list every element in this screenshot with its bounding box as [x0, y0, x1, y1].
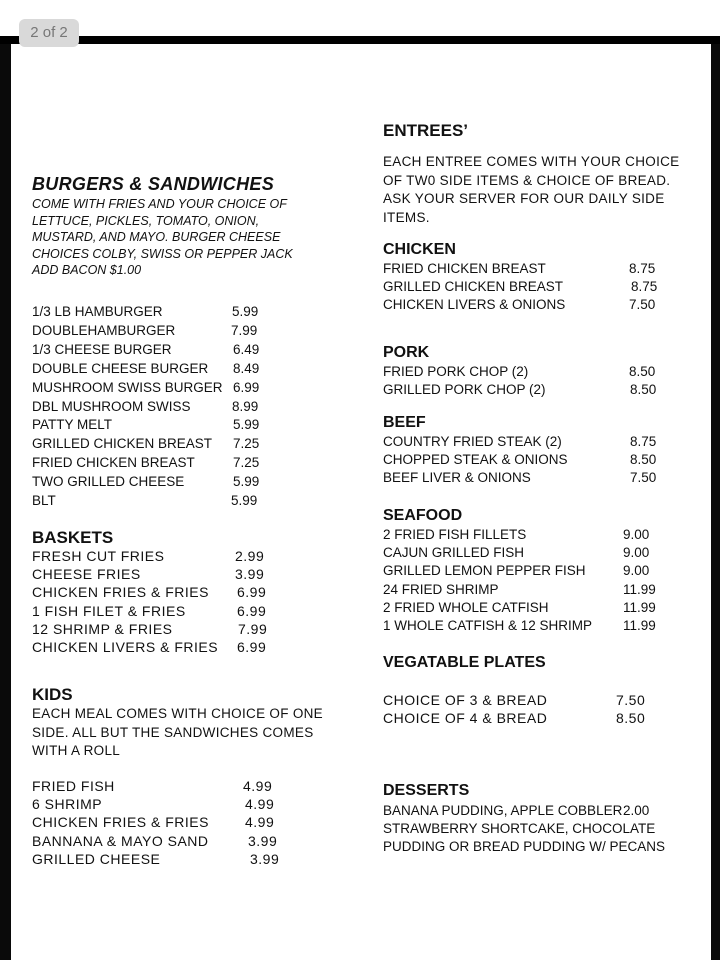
menu-item-price: 3.99 — [248, 832, 278, 849]
menu-item-price: 8.50 — [629, 364, 656, 379]
vegetable-plates-title: VEGATABLE PLATES — [383, 654, 546, 671]
desserts-title: DESSERTS — [383, 782, 470, 799]
pork-title: PORK — [383, 344, 430, 361]
chicken-title: CHICKEN — [383, 241, 456, 258]
desserts-line-3: PUDDING OR BREAD PUDDING W/ PECANS — [383, 839, 666, 854]
menu-item-name: CHEESE FRIES — [32, 566, 141, 583]
menu-item-price: 4.99 — [245, 796, 275, 813]
menu-item-price: 9.00 — [623, 563, 650, 579]
menu-item-name: 2 FRIED WHOLE CATFISH — [383, 599, 549, 615]
menu-item-price: 7.50 — [630, 470, 657, 486]
kids-description: EACH MEAL COMES WITH CHOICE OF ONE SIDE. ALL BUT THE SANDWICHES COMES WITH A ROLL — [32, 706, 323, 758]
menu-item-price: 5.99 — [231, 493, 258, 508]
menu-item-name: BANNANA & MAYO SAND — [32, 832, 209, 849]
menu-item-name: CHOPPED STEAK & ONIONS — [383, 452, 568, 468]
menu-item-name: CHICKEN FRIES & FRIES — [32, 814, 209, 831]
menu-item-price: 2.99 — [235, 548, 265, 564]
page-indicator[interactable]: 2 of 2 — [19, 19, 79, 47]
menu-item-price: 7.25 — [233, 436, 260, 452]
menu-item-name: 1/3 LB HAMBURGER — [32, 304, 163, 319]
menu-item-name: CHICKEN LIVERS & ONIONS — [383, 297, 566, 313]
menu-item-name: MUSHROOM SWISS BURGER — [32, 379, 223, 395]
menu-item-price: 9.00 — [623, 545, 650, 561]
menu-item-name: FRESH CUT FRIES — [32, 548, 165, 564]
menu-item-price: 7.50 — [616, 692, 646, 708]
menu-item-price: 5.99 — [233, 417, 260, 433]
entrees-description: EACH ENTREE COMES WITH YOUR CHOICE OF TW0 SIDE ITEMS & CHOICE OF BREAD. ASK YOUR SERVER FOR OUR DAILY SIDE ITEMS. — [383, 154, 680, 225]
menu-item-name: 2 FRIED FISH FILLETS — [383, 527, 527, 542]
menu-item-name: CHICKEN FRIES & FRIES — [32, 584, 209, 601]
menu-item-price: 7.99 — [231, 322, 258, 338]
kids-title: KIDS — [32, 685, 73, 704]
menu-item-price: 4.99 — [243, 778, 273, 794]
desserts-line-1-price: 2.00 — [623, 803, 650, 818]
menu-item-price: 7.25 — [233, 455, 260, 471]
menu-item-name: 1 WHOLE CATFISH & 12 SHRIMP — [383, 618, 593, 633]
menu-item-price: 8.75 — [630, 434, 657, 449]
menu-item-name: TWO GRILLED CHEESE — [32, 474, 185, 490]
menu-item-price: 8.50 — [616, 710, 646, 727]
menu-item-name: GRILLED CHEESE — [32, 850, 161, 867]
menu-item-name: DOUBLEHAMBURGER — [32, 322, 176, 338]
menu-item-name: FRIED CHICKEN BREAST — [383, 261, 546, 276]
entrees-title: ENTREES’ — [383, 121, 469, 140]
menu-item-name: CHICKEN LIVERS & FRIES — [32, 639, 219, 655]
menu-item-name: GRILLED CHICKEN BREAST — [383, 279, 564, 295]
beef-title: BEEF — [383, 414, 426, 431]
menu-item-name: COUNTRY FRIED STEAK (2) — [383, 434, 562, 449]
menu-item-name: BEEF LIVER & ONIONS — [383, 470, 531, 486]
menu-item-name: 1/3 CHEESE BURGER — [32, 341, 172, 357]
menu-item-price: 3.99 — [235, 566, 265, 583]
menu-item-name: FRIED FISH — [32, 778, 115, 794]
menu-item-name: FRIED PORK CHOP (2) — [383, 364, 529, 379]
menu-item-name: GRILLED PORK CHOP (2) — [383, 382, 546, 398]
menu-item-price: 11.99 — [623, 599, 656, 615]
menu-item-name: DOUBLE CHEESE BURGER — [32, 360, 209, 376]
burgers-title: BURGERS & SANDWICHES — [32, 174, 275, 194]
menu-item-price: 7.99 — [238, 620, 268, 637]
menu-item-name: PATTY MELT — [32, 417, 113, 433]
menu-item-price: 5.99 — [232, 304, 259, 319]
menu-item-name: 12 SHRIMP & FRIES — [32, 620, 173, 637]
menu-item-name: DBL MUSHROOM SWISS — [32, 398, 191, 414]
menu-item-price: 11.99 — [623, 581, 656, 597]
viewer-top-bar — [0, 36, 720, 44]
viewer-top-area — [0, 0, 720, 36]
desserts-line-1: BANANA PUDDING, APPLE COBBLER — [383, 803, 623, 818]
menu-item-name: BLT — [32, 493, 56, 508]
menu-item-price: 7.50 — [629, 297, 656, 313]
menu-item-name: 1 FISH FILET & FRIES — [32, 602, 186, 619]
desserts-line-2: STRAWBERRY SHORTCAKE, CHOCOLATE — [383, 821, 656, 836]
menu-item-price: 8.75 — [631, 279, 658, 295]
menu-item-price: 8.50 — [630, 452, 657, 468]
menu-item-price: 6.99 — [233, 379, 260, 395]
menu-item-price: 6.99 — [237, 639, 267, 655]
baskets-title: BASKETS — [32, 528, 114, 547]
burgers-description: COME WITH FRIES AND YOUR CHOICE OF LETTUCE, PICKLES, TOMATO, ONION, MUSTARD, AND MAYO. BURGER CHEESE CHOICES COLBY, SWISS OR PEPPER JACK ADD BACON $1.00 — [32, 197, 293, 277]
menu-item-name: GRILLED LEMON PEPPER FISH — [383, 563, 586, 579]
menu-item-price: 6.99 — [237, 584, 267, 601]
menu-item-name: FRIED CHICKEN BREAST — [32, 455, 195, 471]
menu-item-price: 6.49 — [233, 341, 260, 357]
menu-item-name: CHOICE OF 4 & BREAD — [383, 710, 548, 727]
menu-item-price: 9.00 — [623, 527, 650, 542]
seafood-title: SEAFOOD — [383, 507, 463, 524]
menu-item-name: 24 FRIED SHRIMP — [383, 581, 499, 597]
menu-item-name: 6 SHRIMP — [32, 796, 103, 813]
menu-item-price: 8.49 — [233, 360, 260, 376]
menu-item-name: CAJUN GRILLED FISH — [383, 545, 525, 561]
menu-item-price: 6.99 — [237, 602, 267, 619]
menu-item-name: GRILLED CHICKEN BREAST — [32, 436, 213, 452]
menu-item-price: 8.75 — [629, 261, 656, 276]
menu-item-price: 3.99 — [250, 850, 280, 867]
menu-item-price: 8.50 — [630, 382, 657, 398]
menu-item-price: 4.99 — [245, 814, 275, 831]
menu-item-price: 5.99 — [233, 474, 260, 490]
menu-item-price: 8.99 — [232, 398, 259, 414]
menu-item-price: 11.99 — [623, 618, 656, 633]
menu-item-name: CHOICE OF 3 & BREAD — [383, 692, 548, 708]
